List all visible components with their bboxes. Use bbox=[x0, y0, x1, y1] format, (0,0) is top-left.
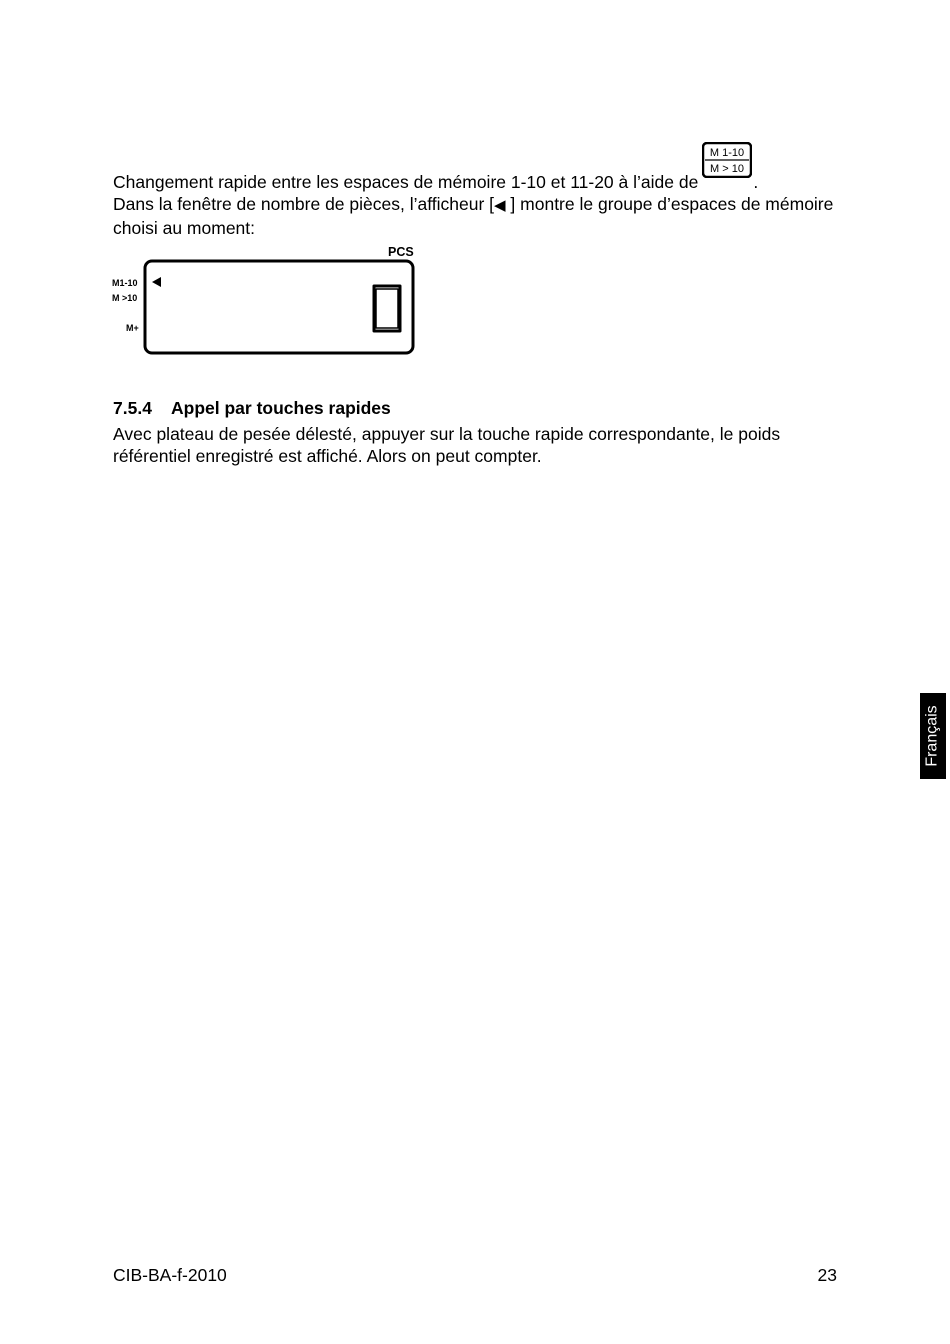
section-title: Appel par touches rapides bbox=[171, 398, 391, 418]
indicator-m1-10: M1-10 bbox=[112, 278, 138, 288]
triangle-indicator-glyph: ◀ bbox=[494, 197, 506, 214]
language-side-tab-label: Français bbox=[924, 705, 942, 767]
footer-page-number: 23 bbox=[817, 1265, 837, 1285]
lcd-value-text: 0 bbox=[108, 242, 109, 243]
footer-doc-id: CIB-BA-f-2010 bbox=[113, 1265, 227, 1285]
key-icon-bottom-label: M > 10 bbox=[710, 163, 745, 175]
intro-text-3: Dans la fenêtre de nombre de pièces, l’afficheur [ bbox=[113, 194, 495, 214]
lcd-display-figure bbox=[108, 242, 420, 358]
intro-paragraph bbox=[113, 147, 853, 239]
key-icon-top-label: M 1-10 bbox=[710, 147, 745, 159]
intro-text-4: ] montre le groupe d’espaces de mémoire choisi au moment: bbox=[113, 194, 834, 238]
language-side-tab bbox=[920, 693, 946, 779]
indicator-m-greater-10: M >10 bbox=[112, 293, 138, 303]
section-number: 7.5.4 bbox=[113, 398, 152, 418]
intro-text-2: . bbox=[753, 172, 759, 192]
indicator-m-plus: M+ bbox=[126, 323, 139, 333]
section-body: Avec plateau de pesée délesté, appuyer sur la touche rapide correspondante, le poids référentiel enregistré est affiché. Alors on peut compter. bbox=[113, 424, 781, 466]
memory-toggle-key-icon bbox=[702, 142, 752, 178]
section-heading bbox=[113, 397, 391, 419]
intro-text-1: Changement rapide entre les espaces de mémoire 1-10 et 11-20 à l’aide de bbox=[113, 172, 699, 192]
pcs-unit-label: PCS bbox=[388, 245, 414, 259]
